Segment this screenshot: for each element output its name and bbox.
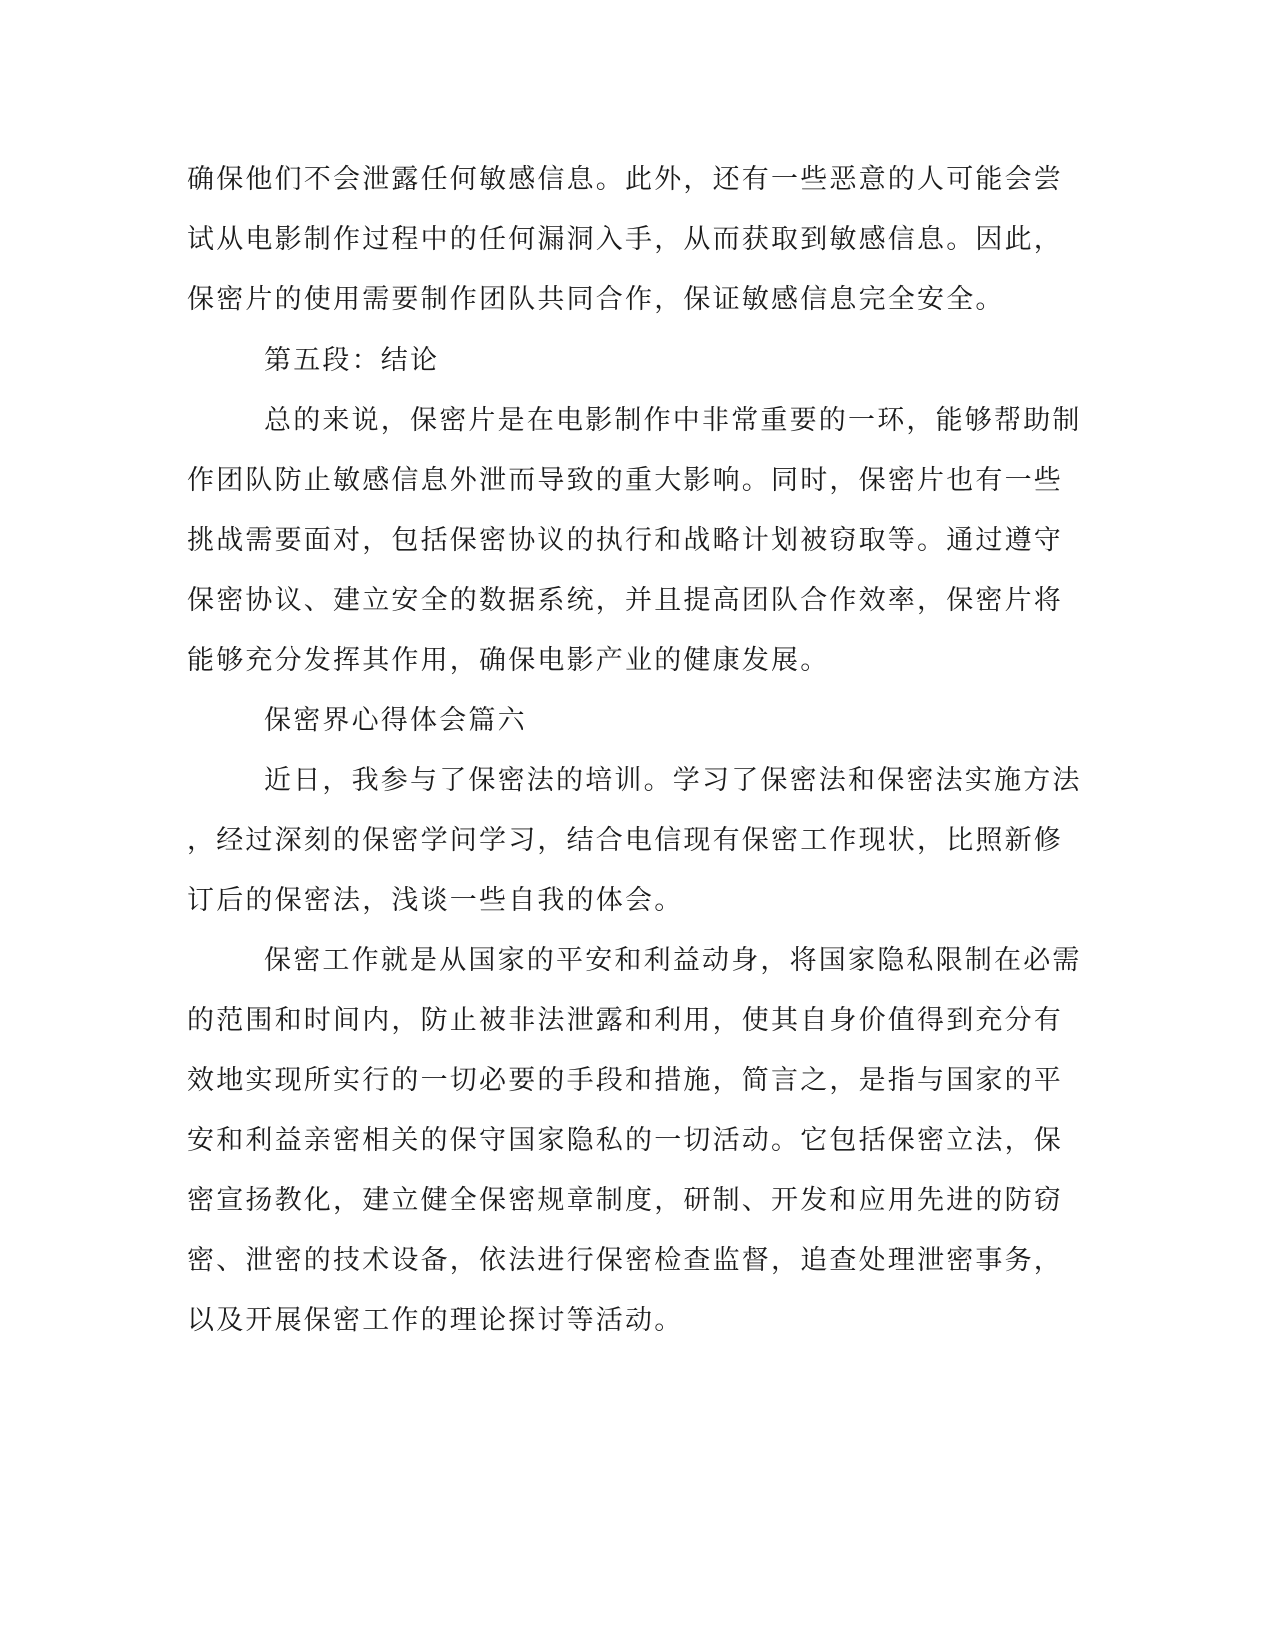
paragraph-4-line-7: 以及开展保密工作的理论探讨等活动。 [187,1305,684,1336]
paragraph-4-line-3: 效地实现所实行的一切必要的手段和措施，简言之，是指与国家的平 [187,1065,1063,1096]
section-heading-conclusion: 第五段：结论 [264,345,440,376]
paragraph-2-line-4: 保密协议、建立安全的数据系统，并且提高团队合作效率，保密片将 [187,585,1063,616]
paragraph-4-line-6: 密、泄密的技术设备，依法进行保密检查监督，追查处理泄密事务， [187,1245,1063,1276]
paragraph-1-line-1: 确保他们不会泄露任何敏感信息。此外，还有一些恶意的人可能会尝 [187,164,1063,195]
paragraph-4-line-4: 安和利益亲密相关的保守国家隐私的一切活动。它包括保密立法，保 [187,1125,1063,1156]
paragraph-3-line-1: 近日，我参与了保密法的培训。学习了保密法和保密法实施方法 [264,765,1082,796]
article-title: 保密界心得体会篇六 [264,705,527,736]
paragraph-4-line-5: 密宣扬教化，建立健全保密规章制度，研制、开发和应用先进的防窃 [187,1185,1063,1216]
paragraph-2-line-3: 挑战需要面对，包括保密协议的执行和战略计划被窃取等。通过遵守 [187,525,1063,556]
paragraph-2-line-2: 作团队防止敏感信息外泄而导致的重大影响。同时，保密片也有一些 [187,465,1063,496]
paragraph-1-line-3: 保密片的使用需要制作团队共同合作，保证敏感信息完全安全。 [187,284,1005,315]
paragraph-2-line-5: 能够充分发挥其作用，确保电影产业的健康发展。 [187,645,830,676]
paragraph-4-line-2: 的范围和时间内，防止被非法泄露和利用，使其自身价值得到充分有 [187,1005,1063,1036]
paragraph-3-line-2: ，经过深刻的保密学问学习，结合电信现有保密工作现状，比照新修 [187,825,1063,856]
paragraph-1-line-2: 试从电影制作过程中的任何漏洞入手，从而获取到敏感信息。因此， [187,224,1063,255]
paragraph-3-line-3: 订后的保密法，浅谈一些自我的体会。 [187,885,684,916]
paragraph-2-line-1: 总的来说，保密片是在电影制作中非常重要的一环，能够帮助制 [264,405,1082,436]
paragraph-4-line-1: 保密工作就是从国家的平安和利益动身，将国家隐私限制在必需 [264,945,1082,976]
